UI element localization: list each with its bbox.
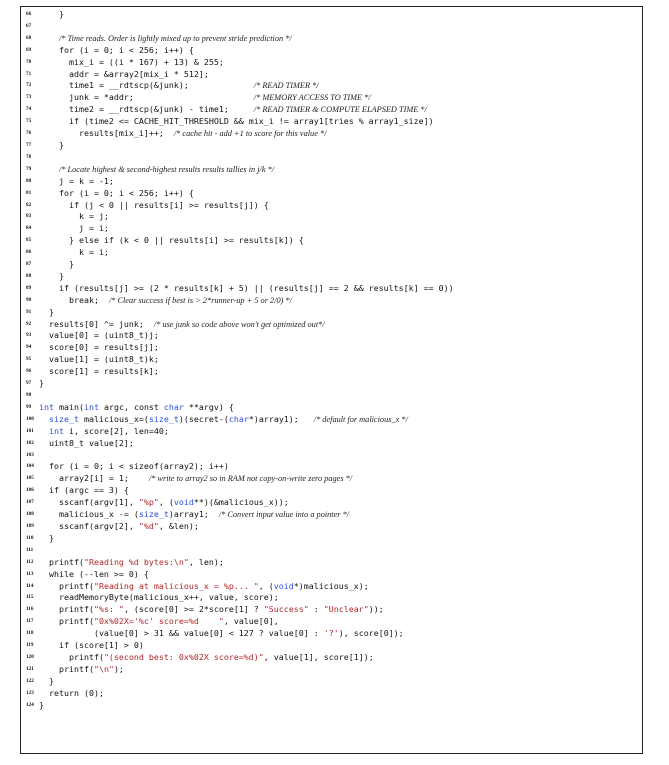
code-line xyxy=(21,283,642,295)
code-line xyxy=(21,569,642,581)
line-number: 108 xyxy=(26,511,34,518)
code-comment: /* READ TIMER */ xyxy=(253,81,319,91)
code-text xyxy=(39,378,642,390)
code-keyword: char xyxy=(163,401,184,412)
code-text xyxy=(39,80,642,92)
code-token: i, score[2], len=40; xyxy=(64,425,169,436)
code-line xyxy=(21,545,642,557)
code-text xyxy=(39,283,642,295)
code-line xyxy=(21,676,642,688)
code-line xyxy=(21,164,642,176)
code-line xyxy=(21,235,642,247)
code-string: "%p" xyxy=(138,497,159,508)
code-line xyxy=(21,581,642,593)
code-token: malicious_x=( xyxy=(78,413,149,424)
code-line xyxy=(21,223,642,235)
code-text xyxy=(39,342,642,354)
code-token: uint8_t value[2]; xyxy=(39,437,134,448)
code-text xyxy=(39,676,642,688)
code-line xyxy=(21,450,642,462)
code-line xyxy=(21,247,642,259)
code-token: j = i; xyxy=(39,223,109,234)
line-number: 124 xyxy=(26,701,34,708)
code-comment: /* Clear success if best is > 2*runner-up + 5 or 2/0) */ xyxy=(108,295,292,305)
line-number: 68 xyxy=(26,34,32,41)
line-number: 103 xyxy=(26,451,34,458)
code-text xyxy=(39,485,642,497)
code-listing-frame xyxy=(20,6,643,754)
code-line xyxy=(21,319,642,331)
code-token: } xyxy=(39,699,44,710)
code-line xyxy=(21,366,642,378)
code-token: mix_i = ((i * 167) + 13) & 255; xyxy=(39,56,224,67)
code-token: printf( xyxy=(39,663,94,674)
code-text xyxy=(39,461,642,473)
code-line xyxy=(21,354,642,366)
line-number: 86 xyxy=(26,249,32,256)
code-line xyxy=(21,259,642,271)
code-comment: /* READ TIMER & COMPUTE ELAPSED TIME */ xyxy=(253,105,427,115)
code-text xyxy=(39,640,642,652)
line-number: 95 xyxy=(26,356,32,363)
code-token: } else if (k < 0 || results[i] >= results[k]) { xyxy=(39,235,304,246)
code-text xyxy=(39,45,642,57)
code-line xyxy=(21,33,642,45)
code-text xyxy=(39,569,642,581)
code-line xyxy=(21,509,642,521)
line-number: 80 xyxy=(26,177,32,184)
code-string: "%d" xyxy=(138,520,159,531)
code-text xyxy=(39,92,642,104)
code-text xyxy=(39,497,642,509)
code-line xyxy=(21,176,642,188)
code-token: ); xyxy=(113,663,124,674)
code-line xyxy=(21,128,642,140)
code-text xyxy=(39,9,642,21)
code-line xyxy=(21,557,642,569)
code-line xyxy=(21,652,642,664)
code-token: results[0] ^= junk; xyxy=(39,318,154,329)
code-line xyxy=(21,640,642,652)
line-number: 73 xyxy=(26,94,32,101)
code-token: main( xyxy=(54,401,84,412)
code-keyword: size_t xyxy=(138,509,169,520)
code-line xyxy=(21,9,642,21)
code-text xyxy=(39,426,642,438)
code-token: for (i = 0; i < 256; i++) { xyxy=(39,187,194,198)
line-number: 106 xyxy=(26,487,34,494)
code-string: "Success" xyxy=(263,604,309,615)
code-text xyxy=(39,319,642,331)
code-line xyxy=(21,211,642,223)
code-text xyxy=(39,271,642,283)
code-line xyxy=(21,497,642,509)
code-text xyxy=(39,592,642,604)
code-line xyxy=(21,438,642,450)
line-number: 88 xyxy=(26,272,32,279)
code-line xyxy=(21,69,642,81)
code-token: )(secret-( xyxy=(178,413,229,424)
code-keyword: int xyxy=(83,401,99,412)
code-text xyxy=(39,33,642,45)
code-token: )); xyxy=(368,604,384,615)
code-token: , (score[0] >= 2*score[1] ? xyxy=(123,604,264,615)
line-number: 72 xyxy=(26,82,32,89)
line-number: 74 xyxy=(26,106,32,113)
code-token: printf( xyxy=(39,580,94,591)
code-token: (value[0] > 31 && value[0] < 127 ? value[0] : xyxy=(39,628,324,639)
code-token: if (results[j] >= (2 * results[k] + 5) || (results[j] == 2 && results[k] == 0)) xyxy=(39,282,454,293)
code-line xyxy=(21,188,642,200)
line-number: 96 xyxy=(26,368,32,375)
code-text xyxy=(39,116,642,128)
code-comment: /* Convert input value into a pointer */ xyxy=(218,510,350,520)
code-token xyxy=(39,426,49,436)
code-text xyxy=(39,438,642,450)
code-token: score[1] = results[k]; xyxy=(39,366,159,377)
code-text xyxy=(39,69,642,81)
code-line xyxy=(21,45,642,57)
code-comment: /* Time reads. Order is lightly mixed up to prevent stride prediction */ xyxy=(58,33,292,43)
code-token: ), score[0]); xyxy=(338,628,404,639)
code-text xyxy=(39,473,642,485)
code-line xyxy=(21,80,642,92)
code-text xyxy=(39,259,642,271)
code-token: } xyxy=(39,270,64,281)
code-token: , ( xyxy=(158,497,174,508)
code-line xyxy=(21,485,642,497)
line-number: 111 xyxy=(26,546,34,553)
code-string: "\n" xyxy=(93,663,114,674)
line-number: 89 xyxy=(26,284,32,291)
code-token: array2[i] = 1; xyxy=(39,473,149,484)
code-text xyxy=(39,200,642,212)
code-text xyxy=(39,533,642,545)
code-token: : xyxy=(308,604,324,615)
code-line xyxy=(21,592,642,604)
code-comment: /* default for malicious_x */ xyxy=(313,414,408,424)
line-number: 100 xyxy=(26,415,34,422)
line-number: 87 xyxy=(26,261,32,268)
code-text xyxy=(39,414,642,426)
code-text xyxy=(39,295,642,307)
code-token: j = k = -1; xyxy=(39,175,114,186)
code-token xyxy=(39,164,59,174)
code-token: } xyxy=(39,378,44,389)
code-text xyxy=(39,247,642,259)
code-token: , &len); xyxy=(158,520,199,531)
line-number: 104 xyxy=(26,463,34,470)
code-comment: /* cache hit - add +1 to score for this value */ xyxy=(173,129,327,139)
line-number: 94 xyxy=(26,344,32,351)
code-token: if (argc == 3) { xyxy=(39,485,129,496)
code-token: } xyxy=(39,306,54,317)
code-text xyxy=(39,557,642,569)
code-token: value[1] = (uint8_t)k; xyxy=(39,354,159,365)
code-text xyxy=(39,652,642,664)
code-token: addr = &array2[mix_i * 512]; xyxy=(39,68,209,79)
code-string: "Unclear" xyxy=(323,604,369,615)
code-line xyxy=(21,21,642,33)
code-token: } xyxy=(39,9,64,19)
line-number: 84 xyxy=(26,225,32,232)
code-token: printf( xyxy=(39,616,94,627)
line-number: 99 xyxy=(26,403,32,410)
line-number: 78 xyxy=(26,153,32,160)
code-token: k = i; xyxy=(39,247,109,258)
code-string: "Reading %d bytes:\n" xyxy=(83,556,189,567)
line-number: 85 xyxy=(26,237,32,244)
code-text xyxy=(39,628,642,640)
code-token: argc, const xyxy=(98,401,164,412)
code-token: junk = *addr; xyxy=(39,92,254,103)
code-line xyxy=(21,295,642,307)
code-text xyxy=(39,509,642,521)
line-number: 119 xyxy=(26,642,34,649)
code-line xyxy=(21,473,642,485)
code-keyword: size_t xyxy=(148,413,179,424)
line-number: 105 xyxy=(26,475,34,482)
code-text xyxy=(39,664,642,676)
code-text xyxy=(39,521,642,533)
code-text xyxy=(39,235,642,247)
code-line xyxy=(21,628,642,640)
code-line xyxy=(21,604,642,616)
line-number: 69 xyxy=(26,46,32,53)
line-number: 97 xyxy=(26,380,32,387)
code-token: results[mix_i]++; xyxy=(39,128,174,139)
code-token: if (score[1] > 0) xyxy=(39,640,144,651)
code-comment: /* use junk so code above won't get optimized out*/ xyxy=(153,319,325,329)
code-text xyxy=(39,128,642,140)
line-number: 67 xyxy=(26,22,32,29)
code-token: **argv) { xyxy=(183,401,234,412)
line-number: 109 xyxy=(26,522,34,529)
code-token: malicious_x -= ( xyxy=(39,509,139,520)
line-number: 101 xyxy=(26,427,34,434)
line-number: 71 xyxy=(26,70,32,77)
code-token: , ( xyxy=(258,580,274,591)
code-line xyxy=(21,426,642,438)
code-token xyxy=(39,33,59,43)
code-text xyxy=(39,211,642,223)
line-number: 76 xyxy=(26,130,32,137)
code-text xyxy=(39,616,642,628)
code-token: sscanf(argv[2], xyxy=(39,520,139,531)
line-number: 112 xyxy=(26,558,34,565)
line-number: 70 xyxy=(26,58,32,65)
code-token: )array1; xyxy=(168,509,219,520)
code-string: "0x%02X='%c' score=%d " xyxy=(93,616,224,627)
line-number: 81 xyxy=(26,189,32,196)
code-keyword: char xyxy=(228,413,249,424)
code-line xyxy=(21,700,642,712)
code-token: *)malicious_x); xyxy=(293,580,369,591)
line-number: 77 xyxy=(26,141,32,148)
line-number: 83 xyxy=(26,213,32,220)
code-string: '?' xyxy=(323,628,339,639)
code-text xyxy=(39,188,642,200)
code-token: , len); xyxy=(188,556,224,567)
code-line xyxy=(21,390,642,402)
code-comment: /* Locate highest & second-highest results results tallies in j/k */ xyxy=(58,164,275,174)
code-line xyxy=(21,57,642,69)
code-line xyxy=(21,92,642,104)
code-keyword: size_t xyxy=(49,413,79,424)
code-token: if (j < 0 || results[i] >= results[j]) { xyxy=(39,199,269,210)
code-token: } xyxy=(39,139,64,150)
code-text xyxy=(39,307,642,319)
code-text xyxy=(39,700,642,712)
code-token: return (0); xyxy=(39,687,104,698)
line-number: 110 xyxy=(26,534,34,541)
code-line xyxy=(21,152,642,164)
line-number: 118 xyxy=(26,630,34,637)
code-text xyxy=(39,688,642,700)
code-text xyxy=(39,223,642,235)
code-listing xyxy=(21,9,642,711)
code-token: , value[0], xyxy=(223,616,279,627)
code-line xyxy=(21,200,642,212)
code-text xyxy=(39,604,642,616)
code-line xyxy=(21,533,642,545)
code-token: value[0] = (uint8_t)j; xyxy=(39,330,159,341)
line-number: 113 xyxy=(26,570,34,577)
code-token: if (time2 <= CACHE_HIT_THRESHOLD && mix_i != array1[tries % array1_size]) xyxy=(39,116,434,127)
line-number: 75 xyxy=(26,118,32,125)
code-line xyxy=(21,307,642,319)
code-token: while (--len >= 0) { xyxy=(39,568,149,579)
code-token: k = j; xyxy=(39,211,109,222)
code-keyword: int xyxy=(39,401,54,412)
code-text xyxy=(39,176,642,188)
line-number: 98 xyxy=(26,392,32,398)
line-number: 92 xyxy=(26,320,32,327)
code-text xyxy=(39,402,642,414)
code-line xyxy=(21,140,642,152)
line-number: 90 xyxy=(26,296,32,303)
line-number: 123 xyxy=(26,689,34,696)
code-token: printf( xyxy=(39,604,94,615)
code-text xyxy=(39,366,642,378)
code-string: "Reading at malicious_x = %p... " xyxy=(93,580,259,591)
line-number: 116 xyxy=(26,606,34,613)
code-token: printf( xyxy=(39,556,84,567)
code-token: } xyxy=(39,259,74,270)
line-number: 117 xyxy=(26,618,34,625)
line-number: 93 xyxy=(26,332,32,339)
code-line xyxy=(21,616,642,628)
code-token: printf( xyxy=(39,651,104,662)
code-token: time1 = __rdtscp(&junk); xyxy=(39,80,254,91)
line-number: 79 xyxy=(26,165,32,172)
code-line xyxy=(21,664,642,676)
line-number: 114 xyxy=(26,582,34,589)
code-keyword: int xyxy=(49,425,64,436)
code-token: , value[1], score[1]); xyxy=(263,651,374,662)
code-keyword: void xyxy=(173,497,194,508)
code-line xyxy=(21,116,642,128)
code-line xyxy=(21,402,642,414)
line-number: 91 xyxy=(26,308,32,315)
code-line xyxy=(21,461,642,473)
code-comment: /* write to array2 so in RAM not copy-on-write zero pages */ xyxy=(148,474,353,484)
code-string: "%s: " xyxy=(93,604,124,615)
code-token: *)array1); xyxy=(248,413,314,424)
code-token: time2 = __rdtscp(&junk) - time1; xyxy=(39,104,254,115)
code-text xyxy=(39,104,642,116)
code-text xyxy=(39,581,642,593)
line-number: 120 xyxy=(26,653,34,660)
code-line xyxy=(21,104,642,116)
code-token: readMemoryByte(malicious_x++, value, score); xyxy=(39,592,279,603)
code-token: score[0] = results[j]; xyxy=(39,342,159,353)
code-line xyxy=(21,521,642,533)
line-number: 122 xyxy=(26,677,34,684)
code-line xyxy=(21,271,642,283)
code-text xyxy=(39,57,642,69)
code-line xyxy=(21,330,642,342)
code-comment: /* MEMORY ACCESS TO TIME */ xyxy=(253,93,371,103)
code-line xyxy=(21,414,642,426)
code-token: } xyxy=(39,675,54,686)
line-number: 66 xyxy=(26,11,32,17)
line-number: 115 xyxy=(26,594,34,601)
line-number: 121 xyxy=(26,665,34,672)
code-line xyxy=(21,342,642,354)
code-line xyxy=(21,378,642,390)
code-line xyxy=(21,688,642,700)
code-text xyxy=(39,164,642,176)
code-token: break; xyxy=(39,294,109,305)
code-string: "(second best: 0x%02X score=%d)" xyxy=(103,651,264,662)
line-number: 82 xyxy=(26,201,32,208)
code-keyword: void xyxy=(273,580,294,591)
code-token: for (i = 0; i < sizeof(array2); i++) xyxy=(39,461,229,472)
line-number: 102 xyxy=(26,439,34,446)
code-text xyxy=(39,140,642,152)
code-text xyxy=(39,330,642,342)
line-number: 107 xyxy=(26,499,34,506)
code-token: } xyxy=(39,532,54,543)
code-token: **)(&malicious_x)); xyxy=(193,497,289,508)
code-token: sscanf(argv[1], xyxy=(39,497,139,508)
code-text xyxy=(39,354,642,366)
code-token xyxy=(39,414,49,424)
code-token: for (i = 0; i < 256; i++) { xyxy=(39,44,194,55)
